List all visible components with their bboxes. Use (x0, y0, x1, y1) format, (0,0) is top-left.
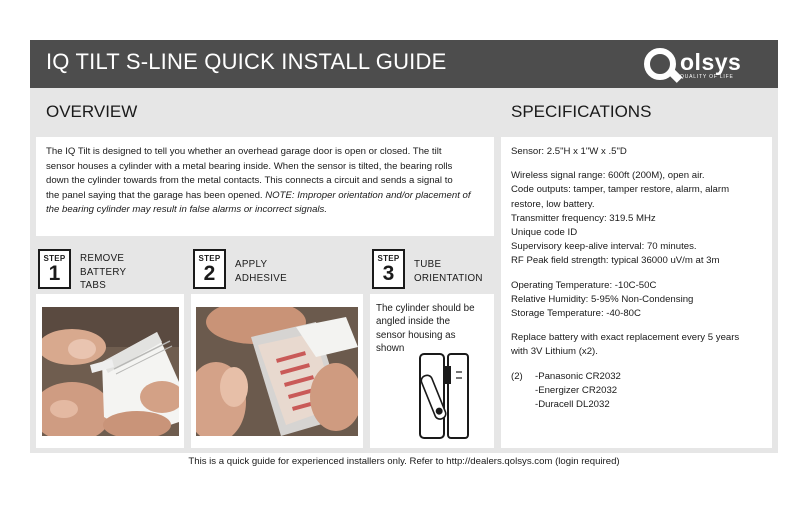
step-2-photo (196, 307, 358, 436)
step-1-badge: STEP 1 (38, 249, 71, 289)
tube-orientation-image (412, 352, 472, 440)
overview-line: The IQ Tilt is designed to tell you whether an overhead garage door is open or closed. The tilt (46, 146, 442, 157)
step-2-label: APPLY ADHESIVE (235, 259, 287, 284)
overview-line: the panel saying that the garage has been opened. NOTE: Improper orientation and/or placement of (46, 189, 471, 201)
spec-line: Storage Temperature: -40-80C (511, 308, 641, 320)
remove-battery-tab-image (42, 307, 179, 436)
overview-note-line: the bearing cylinder may result in false alarms or incorrect signals. (46, 204, 328, 216)
logo-q-icon (644, 48, 676, 80)
qolsys-logo (644, 45, 762, 83)
spec-line: Relative Humidity: 5-95% Non-Condensing (511, 293, 694, 305)
spec-line: Code outputs: tamper, tamper restore, alarm, alarm (511, 184, 730, 196)
overview-box (36, 137, 494, 236)
battery-item: -Energizer CR2032 (535, 384, 618, 396)
step-2-badge: STEP 2 (193, 249, 226, 289)
step-3-header (372, 249, 492, 289)
overview-heading: OVERVIEW (46, 102, 138, 121)
spec-line: RF Peak field strength: typical 36000 uV/m at 3m (511, 255, 720, 267)
spec-line: restore, low battery. (511, 198, 595, 210)
spec-line: Supervisory keep-alive interval: 70 minutes. (511, 241, 697, 253)
footer-note: This is a quick guide for experienced installers only. Refer to http://dealers.qolsys.com (login required) (188, 456, 620, 467)
spec-line: Operating Temperature: -10C-50C (511, 279, 657, 291)
step-2-header (193, 249, 343, 289)
overview-note: NOTE: Improper orientation and/or placement of (265, 189, 471, 201)
specifications-box (501, 137, 772, 448)
spec-line: Replace battery with exact replacement every 5 years (511, 332, 740, 344)
battery-item: -Panasonic CR2032 (535, 370, 621, 382)
step-1-label: REMOVE BATTERY TABS (80, 253, 127, 291)
spec-line: Unique code ID (511, 227, 578, 239)
step-3-label: TUBE ORIENTATION (414, 259, 483, 284)
battery-count: (2) (511, 370, 523, 382)
tube-caption: The cylinder should be angled inside the sensor housing as shown (376, 303, 475, 355)
logo-text: olsys (680, 49, 742, 75)
header-bar (30, 40, 778, 88)
battery-item: -Duracell DL2032 (535, 399, 610, 411)
spec-line: Transmitter frequency: 319.5 MHz (511, 212, 656, 224)
step-3-badge: STEP 3 (372, 249, 405, 289)
apply-adhesive-image (196, 307, 358, 436)
logo-tagline: QUALITY OF LIFE (680, 74, 734, 80)
overview-line: down the cylinder towards from the metal contacts. This connects a circuit and sends a signal to (46, 175, 453, 187)
spec-line: with 3V Lithium (x2). (511, 346, 598, 358)
page-title: IQ TILT S-LINE QUICK INSTALL GUIDE (46, 49, 447, 74)
spec-line: Wireless signal range: 600ft (200M), open air. (511, 170, 705, 182)
battery-list (511, 370, 762, 413)
step-1-header (38, 249, 178, 289)
tube-orientation-diagram (412, 352, 472, 440)
overview-line: sensor houses a cylinder with a metal bearing inside. When the sensor is tilted, the bearing rolls (46, 160, 453, 172)
step-1-photo (42, 307, 179, 436)
spec-sensor-size: Sensor: 2.5"H x 1"W x .5"D (511, 146, 627, 157)
specifications-heading: SPECIFICATIONS (511, 102, 652, 121)
